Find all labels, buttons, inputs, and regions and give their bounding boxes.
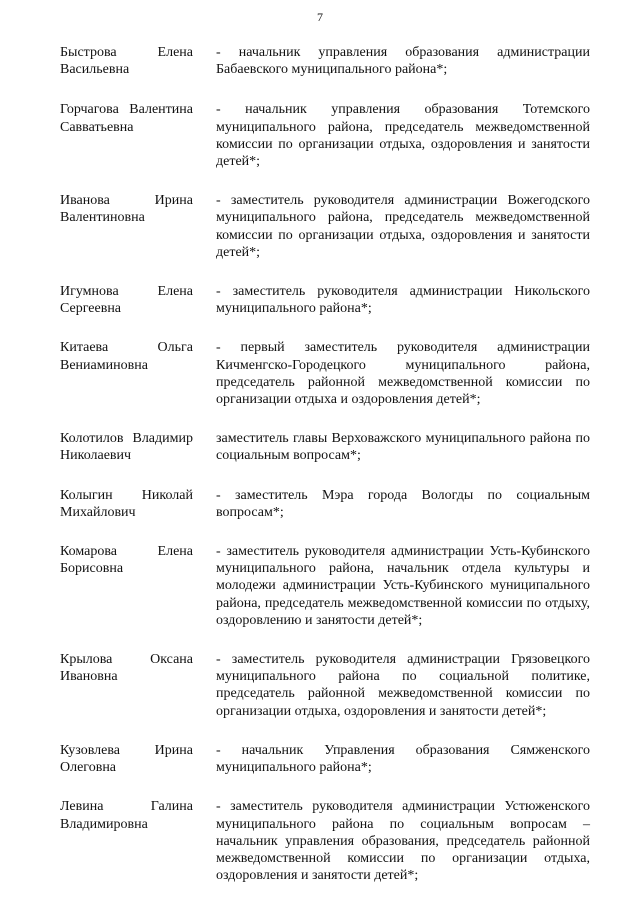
person-position: заместитель главы Верховажского муниципального района по социальным вопросам*;: [216, 431, 590, 464]
column-gap: [193, 430, 216, 464]
column-gap: [193, 487, 216, 521]
person-name: Комарова Елена Борисовна: [60, 544, 193, 577]
column-gap: [193, 339, 216, 408]
column-gap: [193, 192, 216, 261]
person-name: Горчагова Валентина Савватьевна: [60, 102, 193, 135]
person-position: - заместитель руководителя администрации Устюженского муниципального района по социальным вопросам – начальник управления образования, председатель районной межведомственной комиссии по организации отдыха, оздоровления и занятости детей*;: [216, 799, 590, 884]
person-name: Колотилов Владимир Николаевич: [60, 431, 193, 464]
list-item: [60, 543, 590, 629]
person-name: Кузовлева Ирина Олеговна: [60, 742, 193, 776]
column-gap: [193, 44, 216, 78]
column-gap: [193, 798, 216, 884]
list-item: [60, 44, 590, 78]
person-name: Игумнова Елена Сергеевна: [60, 284, 193, 317]
list-item: [60, 798, 590, 884]
person-position: - первый заместитель руководителя администрации Кичменгско-Городецкого муниципального района, председатель районной межведомственной комиссии по организации отдыха и оздоровления детей*;: [216, 340, 590, 408]
person-position: - начальник Управления образования Сямженского муниципального района*;: [216, 742, 590, 776]
person-name: Быстрова Елена Васильевна: [60, 45, 193, 78]
page-number: 7: [317, 10, 323, 24]
list-item: [60, 487, 590, 521]
person-name: Колыгин Николай Михайлович: [60, 487, 193, 520]
list-item: [60, 101, 590, 170]
person-position: - заместитель Мэра города Вологды по социальным вопросам*;: [216, 487, 590, 520]
person-position: - заместитель руководителя администрации Грязовецкого муниципального района по социальной политике, председатель районной межведомственной комиссии по организации отдыха, оздоровления и занятости детей*;: [216, 652, 590, 719]
entries-list: [60, 44, 590, 884]
list-item: [60, 192, 590, 261]
person-position: - начальник управления образования Тотемского муниципального района, председатель межведомственной комиссии по организации отдыха, оздоровления и занятости детей*;: [216, 102, 590, 170]
list-item: [60, 651, 590, 720]
column-gap: [193, 283, 216, 317]
column-gap: [193, 543, 216, 629]
person-position: - заместитель руководителя администрации Вожегодского муниципального района, председатель межведомственной комиссии по организации отдыха, оздоровления и занятости детей*;: [216, 193, 590, 260]
list-item: [60, 283, 590, 317]
person-name: Крылова Оксана Ивановна: [60, 652, 193, 685]
column-gap: [193, 101, 216, 170]
person-name: Левина Галина Владимировна: [60, 799, 193, 832]
column-gap: [193, 651, 216, 720]
person-position: - заместитель руководителя администрации Усть-Кубинского муниципального района, начальник отдела культуры и молодежи администрации Усть-Кубинского муниципального района, председатель межведомственной комиссии по отдыху, оздоровлению и занятости детей*;: [216, 544, 590, 628]
person-name: Иванова Ирина Валентиновна: [60, 193, 193, 226]
list-item: [60, 430, 590, 464]
column-gap: [193, 742, 216, 776]
person-position: - заместитель руководителя администрации Никольского муниципального района*;: [216, 284, 590, 317]
list-item: [60, 742, 590, 776]
list-item: [60, 339, 590, 408]
person-name: Китаева Ольга Вениаминовна: [60, 340, 193, 373]
person-position: - начальник управления образования администрации Бабаевского муниципального района*;: [216, 45, 590, 78]
